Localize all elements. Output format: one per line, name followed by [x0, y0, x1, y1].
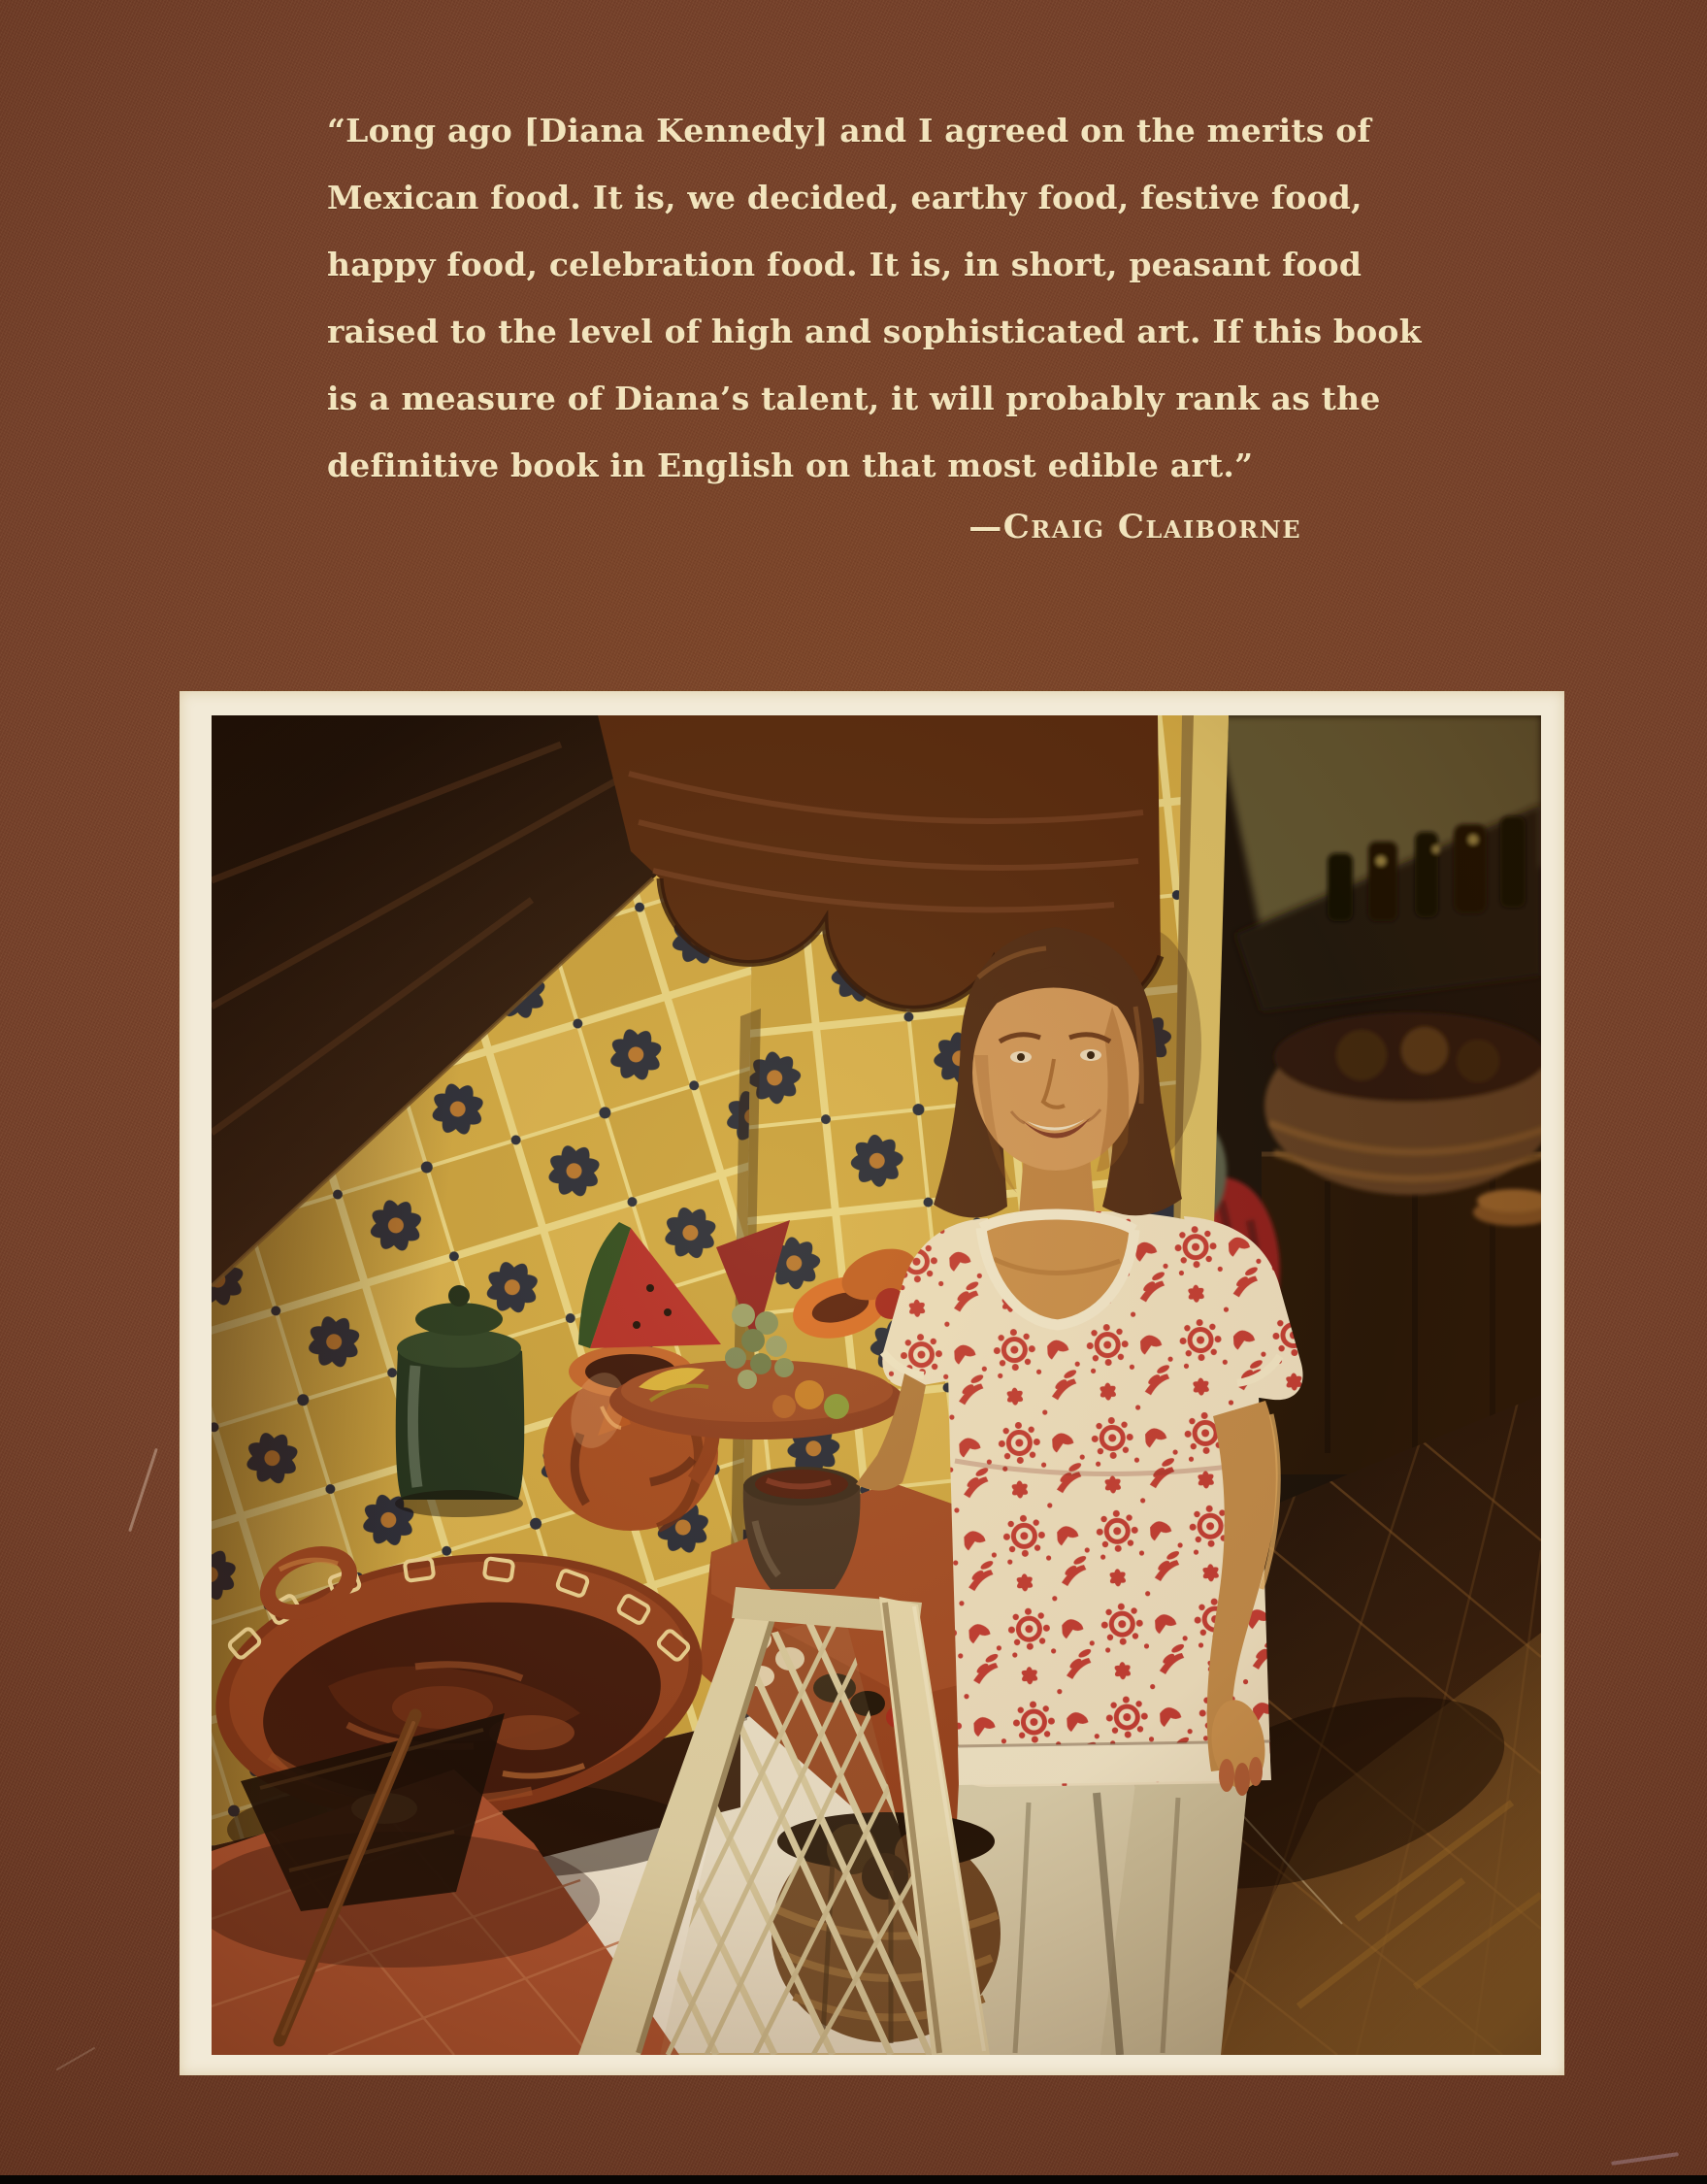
kitchen-photo: [212, 715, 1541, 2055]
quote-line: happy food, celebration food. It is, in short, peasant food: [327, 246, 1362, 283]
quote-line: “Long ago [Diana Kennedy] and I agreed on the merits of: [327, 112, 1371, 149]
quote-attribution: —Craig Claiborne: [968, 508, 1301, 546]
quote-line: raised to the level of high and sophisticated art. If this book: [327, 313, 1422, 350]
quote-line: Mexican food. It is, we decided, earthy food, festive food,: [327, 179, 1362, 216]
cover-scuff-mark: [128, 1448, 158, 1533]
photo-frame: [180, 691, 1564, 2075]
photo-vignette: [212, 715, 1541, 2055]
cover-scuff-mark: [56, 2047, 96, 2071]
quote-line: is a measure of Diana’s talent, it will probably rank as the: [327, 380, 1381, 417]
scan-bottom-edge: [0, 2175, 1707, 2184]
cover-scuff-mark: [1611, 2152, 1679, 2166]
quote-line: definitive book in English on that most edible art.”: [327, 447, 1254, 484]
review-quote: [327, 97, 1422, 549]
kitchen-photo-illustration: [212, 715, 1541, 2055]
